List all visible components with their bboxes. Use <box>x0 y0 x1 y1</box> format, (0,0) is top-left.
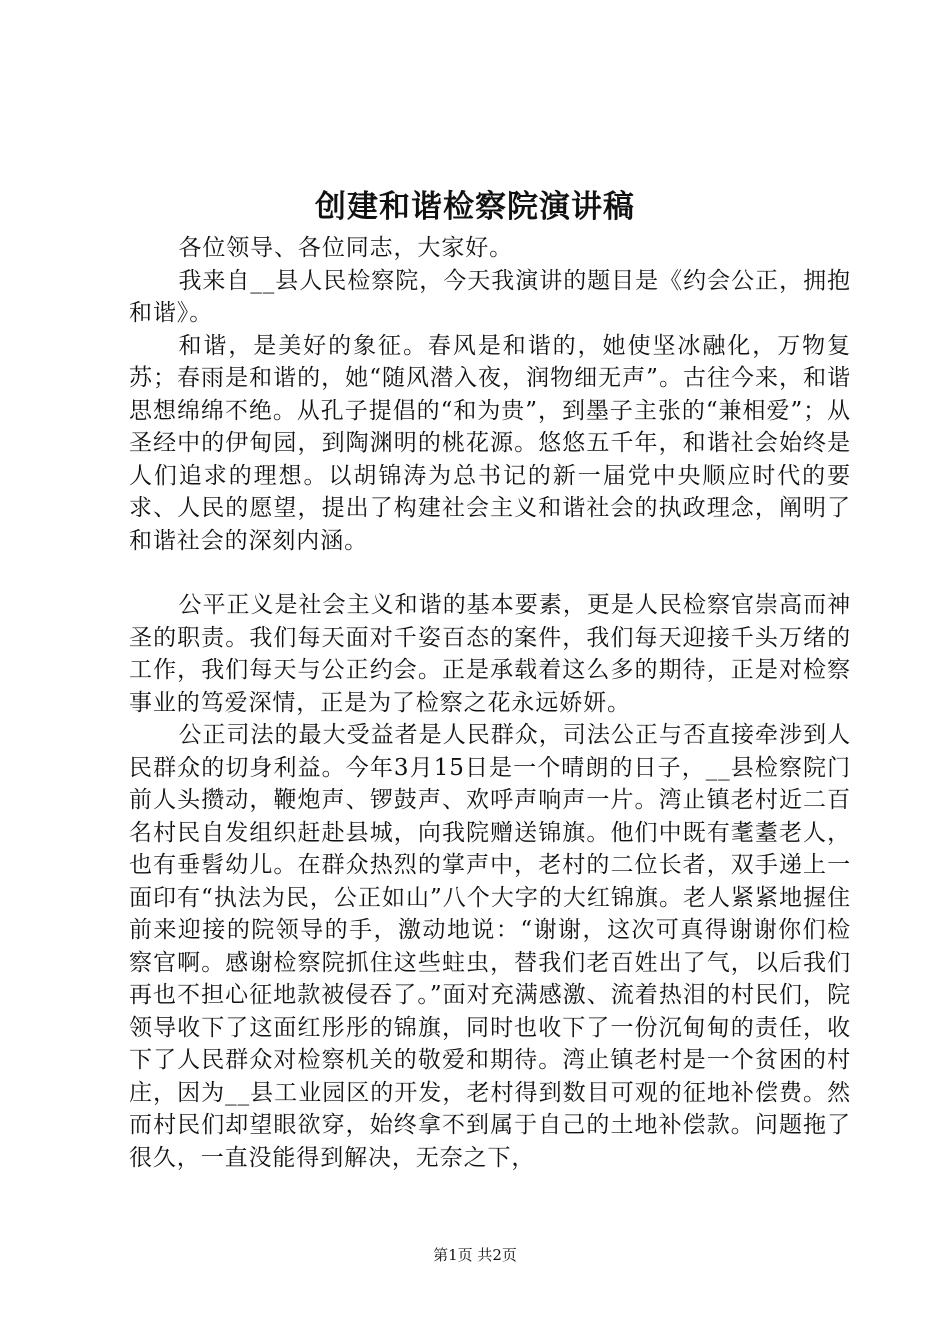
paragraph-case: 公正司法的最大受益者是人民群众，司法公正与否直接牵涉到人民群众的切身利益。今年3月15日是一个晴朗的日子，__县检察院门前人头攒动，鞭炮声、锣鼓声、欢呼声响声一片。湾止镇老村近二百名村民自发组织赶赴县城，向我院赠送锦旗。他们中既有耄耋老人，也有垂髫幼儿。在群众热烈的掌声中，老村的二位长者，双手递上一面印有“执法为民，公正如山”八个大字的大红锦旗。老人紧紧地握住前来迎接的院领导的手，激动地说：“谢谢，这次可真得谢谢你们检察官啊。感谢检察院抓住这些蛀虫，替我们老百姓出了气，以后我们再也不担心征地款被侵吞了。”面对充满感激、流着热泪的村民们，院领导收下了这面红彤彤的锦旗，同时也收下了一份沉甸甸的责任，收下了人民群众对检察机关的敬爱和期待。湾止镇老村是一个贫困的村庄，因为__县工业园区的开发，老村得到数目可观的征地补偿费。然而村民们却望眼欲穿，始终拿不到属于自己的土地补偿款。问题拖了很久，一直没能得到解决，无奈之下， <box>129 722 851 1171</box>
page-title: 创建和谐检察院演讲稿 <box>315 189 635 225</box>
paragraph-justice: 公平正义是社会主义和谐的基本要素，更是人民检察官崇高而神圣的职责。我们每天面对千姿百态的案件，我们每天迎接千头万绪的工作，我们每天与公正约会。正是承载着这么多的期待，正是对检察事业的笃爱深情，正是为了检察之花永远娇妍。 <box>129 592 851 716</box>
paragraph-intro: 我来自__县人民检察院，今天我演讲的题目是《约会公正，拥抱和谐》。 <box>129 267 851 326</box>
page-footer: 第1页 共2页 <box>433 1246 517 1264</box>
paragraph-harmony: 和谐，是美好的象征。春风是和谐的，她使坚冰融化，万物复苏；春雨是和谐的，她“随风潜入夜，润物细无声”。古往今来，和谐思想绵绵不绝。从孔子提倡的“和为贵”，到墨子主张的“兼相爱”；从圣经中的伊甸园，到陶渊明的桃花源。悠悠五千年，和谐社会始终是人们追求的理想。以胡锦涛为总书记的新一届党中央顺应时代的要求、人民的愿望，提出了构建社会主义和谐社会的执政理念，阐明了和谐社会的深刻内涵。 <box>129 332 851 554</box>
paragraph-greeting: 各位领导、各位同志，大家好。 <box>178 235 514 261</box>
document-body <box>129 232 851 1174</box>
